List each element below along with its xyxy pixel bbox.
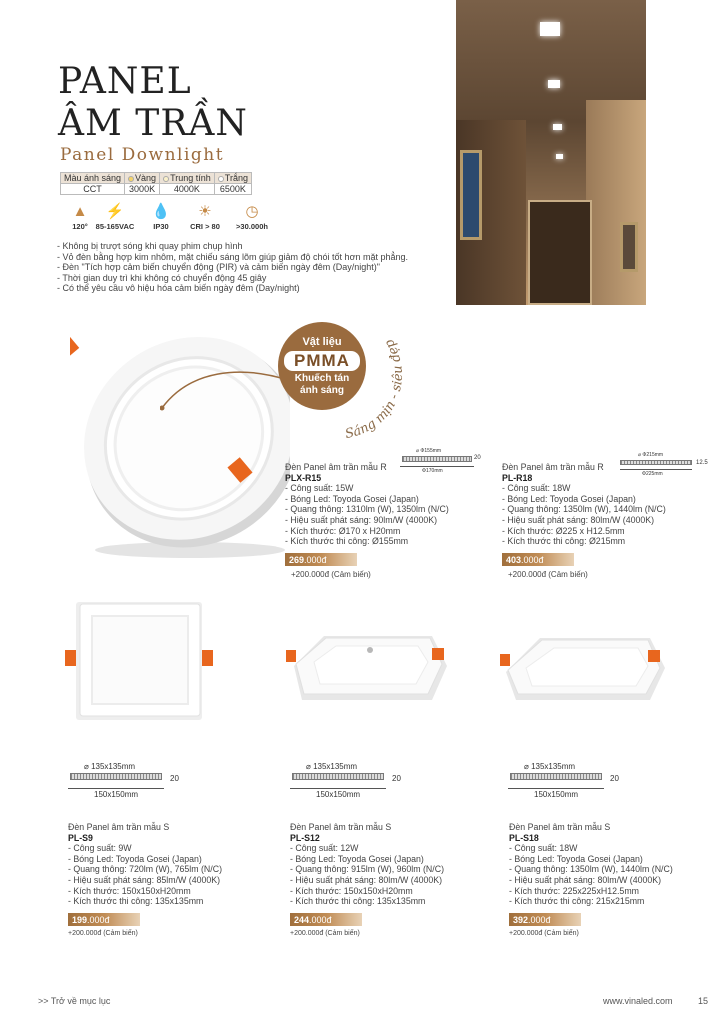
spec-item: ⚡ 85-165VAC: [93, 202, 137, 231]
spec-item: 💧 IP30: [139, 202, 183, 231]
back-to-toc-link[interactable]: >> Trở về mục lục: [38, 996, 111, 1006]
spec-line: - Bóng Led: Toyoda Gosei (Japan): [290, 853, 424, 864]
product-name: Đèn Panel âm trần mẫu R: [502, 462, 604, 472]
spec-line: - Bóng Led: Toyoda Gosei (Japan): [502, 493, 636, 504]
sensor-price: +200.000đ (Cảm biến): [508, 570, 588, 580]
table-row: [61, 184, 252, 195]
dimension-drawing: ⌀ Φ155mm 20 Φ170mm: [398, 448, 488, 482]
spec-line: - Kích thước thi công: 215x215mm: [509, 896, 645, 907]
page-number: 15: [698, 996, 709, 1006]
list-item: - Thời gian duy trì khi không có chuyển động 45 giây: [57, 272, 267, 283]
spec-line: - Công suất: 15W: [285, 483, 354, 494]
table-cell: Vàng: [125, 173, 160, 184]
price-tag: 244.000đ: [290, 913, 362, 927]
product-code: PL-R18: [502, 472, 533, 483]
product-name: Đèn Panel âm trần mẫu S: [509, 822, 611, 832]
spec-line: - Kích thước: Ø225 x H12.5mm: [502, 525, 625, 536]
spec-line: - Hiệu suất phát sáng: 80lm/W (4000K): [509, 874, 662, 885]
round-panel-image: [70, 320, 290, 560]
square-panel-s9-image: [62, 598, 222, 728]
list-item: - Vỏ đèn bằng hợp kim nhôm, mặt chiếu sáng lõm giúp giảm độ chói tốt hơn mặt phẳng.: [57, 251, 409, 262]
product-name: Đèn Panel âm trần mẫu S: [290, 822, 392, 832]
spec-line: - Bóng Led: Toyoda Gosei (Japan): [285, 493, 419, 504]
spec-line: - Kích thước: Ø170 x H20mm: [285, 525, 401, 536]
measure-icon: ⌀: [306, 762, 311, 771]
spec-item: ◷ >30.000h: [230, 202, 274, 231]
dimension-drawing: ⌀ 135x135mm 20 150x150mm: [66, 762, 186, 802]
square-panel-s18-image: [500, 628, 670, 713]
product-code: PL-S12: [290, 832, 320, 843]
spec-item: ▲ 120°: [58, 202, 102, 231]
measure-icon: ⌀: [638, 452, 642, 458]
spec-line: - Quang thông: 720lm (W), 765lm (N/C): [68, 864, 222, 875]
table-cell: 6500K: [214, 184, 251, 195]
spec-line: - Kích thước thi công: Ø155mm: [285, 536, 409, 547]
spec-line: - Công suất: 12W: [290, 843, 359, 854]
waterproof-icon: 💧: [151, 203, 171, 220]
spec-line: - Bóng Led: Toyoda Gosei (Japan): [509, 853, 643, 864]
product-pl-s18: [509, 822, 719, 940]
table-cell: 4000K: [160, 184, 215, 195]
spec-line: - Quang thông: 1350lm (W), 1440lm (N/C): [502, 504, 666, 515]
svg-text:Sáng mịn - siêu đẹp: [344, 336, 406, 442]
list-item: - Không bị trượt sóng khi quay phim chụp hình: [57, 241, 243, 251]
spec-line: - Công suất: 9W: [68, 843, 132, 854]
price-tag: 199.000đ: [68, 913, 140, 927]
color-temperature-table: [60, 172, 252, 195]
white-dot-icon: [218, 176, 224, 182]
table-row: [61, 173, 252, 184]
spec-line: - Công suất: 18W: [509, 843, 578, 854]
pmma-badge: Vật liệu PMMA Khuếch tán ánh sáng: [278, 322, 366, 410]
product-name: Đèn Panel âm trần mẫu S: [68, 822, 170, 832]
dimension-drawing: ⌀ Φ215mm 12.5 Φ225mm: [620, 452, 716, 482]
list-item: - Đèn "Tích hợp cảm biến chuyển động (PIR) và cảm biến ngày đêm (Day/night)": [57, 262, 380, 273]
feature-list: [57, 241, 412, 294]
table-cell: CCT: [61, 184, 125, 195]
page-title-line1: PANEL: [58, 61, 192, 102]
spec-line: - Hiệu suất phát sáng: 90lm/W (4000K): [285, 514, 438, 525]
neutral-dot-icon: [163, 176, 169, 182]
dimension-drawing: ⌀ 135x135mm 20 150x150mm: [288, 762, 408, 802]
spec-line: - Kích thước thi công: 135x135mm: [290, 896, 426, 907]
hallway-photo: [456, 0, 646, 305]
spec-line: - Quang thông: 1350lm (W), 1440lm (N/C): [509, 864, 673, 875]
spec-line: - Kích thước thi công: 135x135mm: [68, 896, 204, 907]
sensor-price: +200.000đ (Cảm biến): [509, 930, 579, 938]
sensor-price: +200.000đ (Cảm biến): [68, 930, 138, 938]
list-item: - Có thể yêu cầu vô hiệu hóa cảm biến ngày đêm (Day/night): [57, 283, 300, 294]
curved-slogan: [338, 318, 428, 448]
spec-line: - Công suất: 18W: [502, 483, 571, 494]
table-cell: 3000K: [125, 184, 160, 195]
spec-line: - Quang thông: 1310lm (W), 1350lm (N/C): [285, 504, 449, 515]
table-cell: Trung tính: [160, 173, 215, 184]
spec-line: - Hiệu suất phát sáng: 85lm/W (4000K): [68, 874, 221, 885]
beam-angle-icon: ▲: [72, 203, 88, 220]
website-link[interactable]: www.vinaled.com: [603, 996, 673, 1006]
spec-line: - Quang thông: 915lm (W), 960lm (N/C): [290, 864, 444, 875]
spec-line: - Kích thước: 225x225xH12.5mm: [509, 885, 639, 896]
sensor-price: +200.000đ (Cảm biến): [291, 570, 371, 580]
price-tag: 392.000đ: [509, 913, 581, 927]
table-cell: Trắng: [214, 173, 251, 184]
product-pl-s9: [68, 822, 278, 940]
price-tag: 269.000đ: [285, 553, 357, 567]
spec-line: - Hiệu suất phát sáng: 80lm/W (4000K): [290, 874, 443, 885]
sun-icon: ☀: [198, 203, 212, 220]
spec-line: - Bóng Led: Toyoda Gosei (Japan): [68, 853, 202, 864]
clock-icon: ◷: [245, 203, 259, 220]
measure-icon: ⌀: [84, 762, 89, 771]
product-pl-s12: [290, 822, 500, 940]
spec-line: - Kích thước: 150x150xH20mm: [290, 885, 413, 896]
dimension-drawing: ⌀ 135x135mm 20 150x150mm: [506, 762, 626, 802]
page-title-line2: ÂM TRẦN: [58, 103, 248, 144]
spec-line: - Kích thước: 150x150xH20mm: [68, 885, 191, 896]
warm-dot-icon: [128, 176, 134, 182]
product-name: Đèn Panel âm trần mẫu R: [285, 462, 387, 472]
power-icon: ⚡: [105, 203, 125, 220]
measure-icon: ⌀: [416, 448, 420, 454]
spec-item: ☀ CRI > 80: [183, 202, 227, 231]
table-cell: Màu ánh sáng: [61, 173, 125, 184]
measure-icon: ⌀: [524, 762, 529, 771]
spec-icons-row: [58, 202, 278, 236]
sensor-price: +200.000đ (Cảm biến): [290, 930, 360, 938]
slogan-text: Sáng mịn - siêu đẹp: [343, 336, 406, 443]
pointer-line: [160, 360, 290, 420]
spec-line: - Kích thước thi công: Ø215mm: [502, 536, 626, 547]
spec-line: - Hiệu suất phát sáng: 80lm/W (4000K): [502, 514, 655, 525]
product-code: PLX-R15: [285, 472, 322, 483]
square-panel-s12-image: [282, 628, 452, 713]
product-code: PL-S9: [68, 832, 93, 843]
price-tag: 403.000đ: [502, 553, 574, 567]
page-subtitle: Panel Downlight: [60, 145, 225, 165]
product-code: PL-S18: [509, 832, 539, 843]
